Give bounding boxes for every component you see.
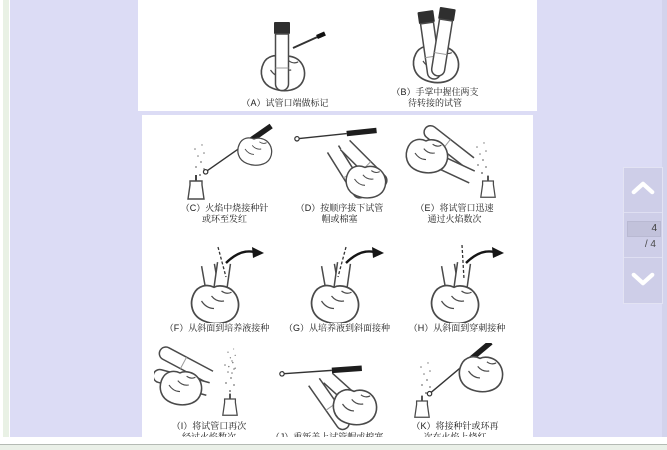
figure-g-caption: （G）从培养液到斜面接种 [283, 322, 390, 333]
figure-k-illustration [396, 333, 514, 421]
figure-g-illustration [277, 224, 397, 323]
figure-g [277, 224, 397, 333]
figure-h-illustration [397, 224, 517, 323]
figure-row-ijk [142, 333, 533, 442]
page-number-input[interactable] [627, 221, 661, 237]
figure-i-illustration [150, 333, 268, 421]
page-nav-panel [623, 167, 663, 304]
chevron-down-icon [630, 271, 656, 291]
figure-j [268, 333, 386, 442]
figure-h-caption: （H）从斜面到穿刺接种 [408, 322, 506, 333]
page-indicator [624, 212, 662, 258]
figure-a-caption: （A）试管口端做标记 [241, 97, 329, 108]
figure-f [157, 224, 277, 333]
figure-i-caption: （I）将试管口再次 [171, 421, 247, 431]
document-page-current [142, 115, 533, 445]
figure-d [282, 115, 397, 224]
figure-f-illustration [157, 224, 277, 323]
figure-j-illustration [268, 333, 386, 432]
window-bottom-band [0, 445, 667, 450]
window-left-edge [3, 0, 9, 445]
figure-a [210, 0, 360, 108]
figure-b [360, 0, 510, 108]
figure-b-illustration [360, 0, 510, 87]
figure-i [150, 333, 268, 442]
document-page-previous [138, 0, 537, 111]
figure-e-illustration [397, 115, 512, 203]
chevron-up-icon [630, 180, 656, 200]
figure-c-caption: （C）火焰中烧接种针 或环至发红 [180, 203, 269, 224]
figure-k [396, 333, 514, 442]
figure-e [397, 115, 512, 224]
figure-d-illustration [282, 115, 397, 203]
page-total-label: / 4 [644, 238, 656, 250]
figure-b-caption: （B）手掌中握住两支 待转接的试管 [391, 87, 479, 108]
page-up-button[interactable] [624, 168, 662, 212]
page-down-button[interactable] [624, 258, 662, 303]
figure-e-caption: （E）将试管口迅速 通过火焰数次 [415, 203, 494, 224]
figure-c-illustration [167, 115, 282, 203]
figure-row-cde [142, 115, 533, 224]
figure-c [167, 115, 282, 224]
figure-d-caption: （D）按顺序拔下试管 帽或棉塞 [295, 203, 384, 224]
figure-row-fgh [142, 224, 533, 333]
figure-k-caption: （K）将接种针或环再 [411, 421, 499, 431]
figure-a-illustration [210, 0, 360, 98]
figure-h [397, 224, 517, 333]
figure-f-caption: （F）从斜面到培养液接种 [164, 322, 270, 333]
